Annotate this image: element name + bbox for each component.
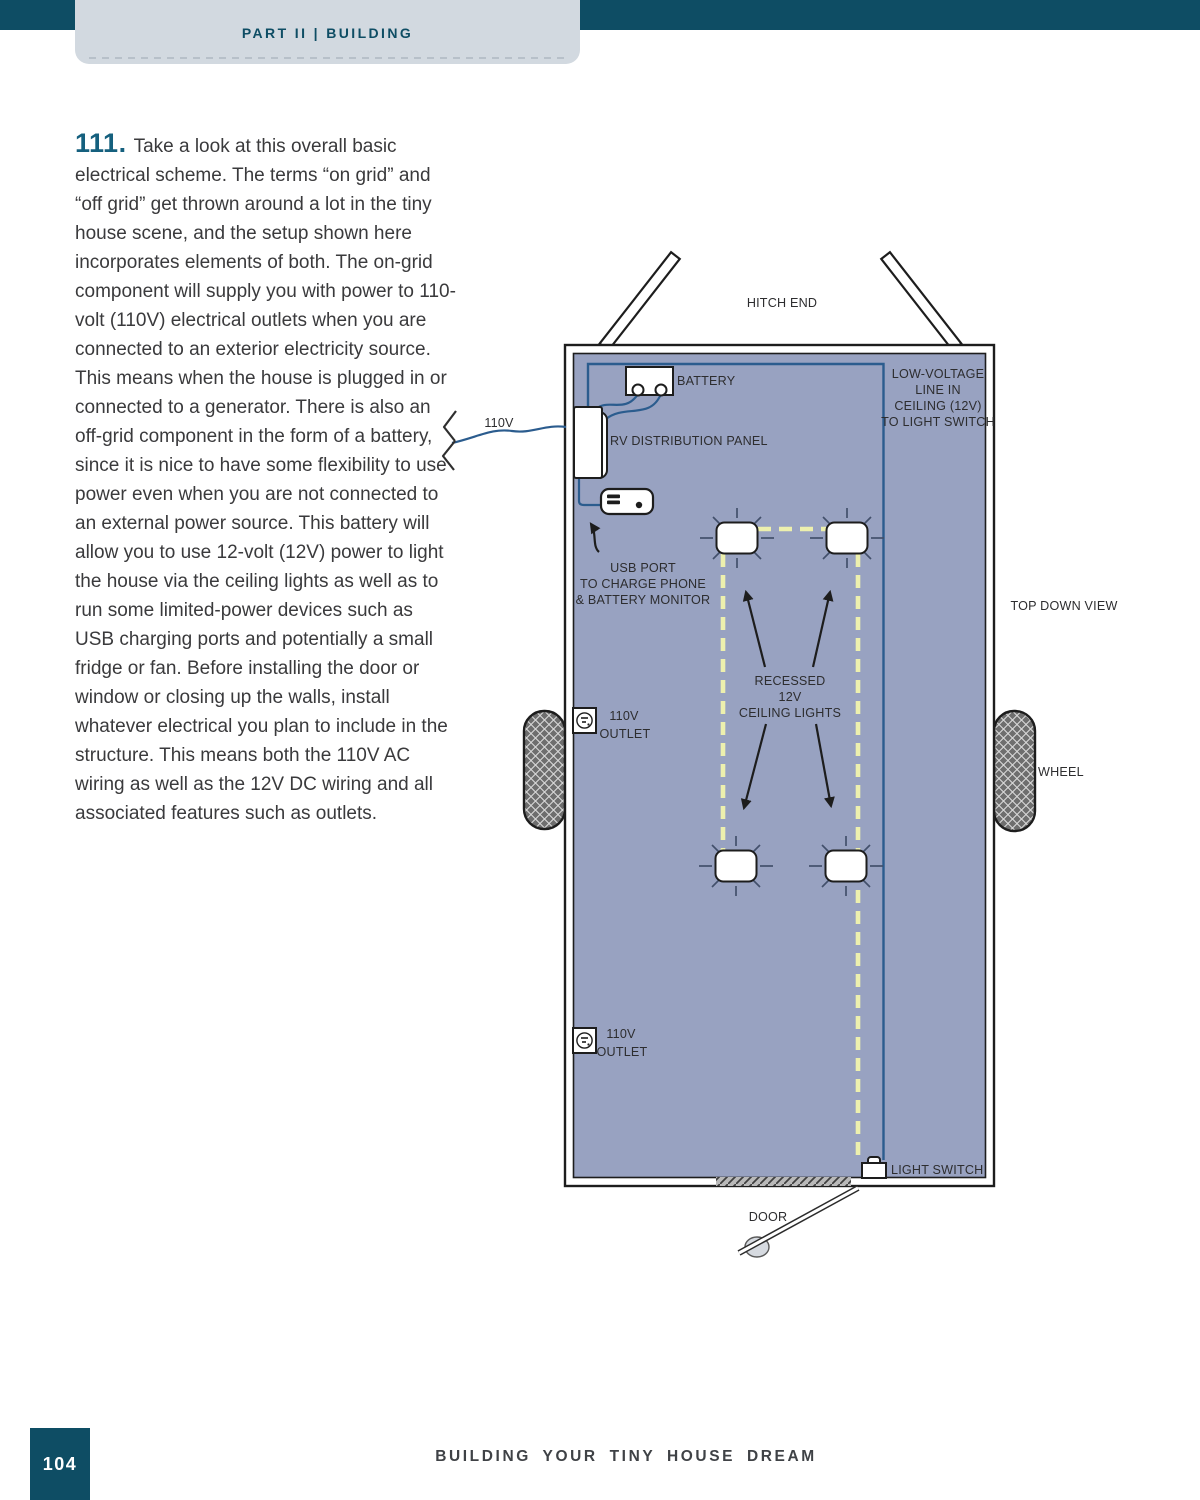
rv-distribution-panel-box [574,407,607,478]
low-voltage-line1: LOW-VOLTAGE [891,367,985,381]
book-title: BUILDING YOUR TINY HOUSE DREAM [435,1448,817,1465]
article-body-text: Take a look at this overall basic electrical scheme. The terms “on grid” and “off grid” get thrown around a lot in the tiny house scene, and the setup shown here incorporates elements of both. The on-grid component will supply you with power to 110-volt (110V) electrical outlets when you are connected to an exterior electricity source. This means when the house is plugged in or connected to a generator. There is also an off-grid component in the form of a battery, since it is nice to have some flexibility to use power even when you are not connected to an external power source. This battery will allow you to use 12-volt (12V) power to light the house via the ceiling lights as well as to run some limited-power devices such as USB charging ports and potentially a small fridge or fan. Before installing the door or window or closing up the walls, install whatever electrical you plan to include in the structure. This means both the 110V AC wiring as well as the 12V DC wiring and all associated features such as outlets. [75,136,456,824]
battery-box [626,367,673,396]
low-voltage-line4: TO LIGHT SWITCH [881,415,995,429]
door-opening-hatch [716,1177,851,1186]
label-light-switch: LIGHT SWITCH [891,1163,984,1177]
outlet-110v-bottom [573,1028,596,1053]
usb-note-line2: TO CHARGE PHONE [580,577,706,591]
label-supply-110v: 110V [484,416,514,430]
page-number-box [30,1428,90,1500]
recessed-line1: RECESSED [754,674,826,688]
tip-number: 111. [75,128,127,158]
outlet-bottom-line2: OUTLET [596,1045,648,1059]
electrical-scheme-diagram [430,230,1130,1300]
outlet-bottom-line1: 110V [606,1027,636,1041]
low-voltage-line3: CEILING (12V) [894,399,982,413]
outlet-110v-mid [573,708,596,733]
wire-break-icon [443,411,456,470]
part-banner [75,0,580,64]
usb-note-line3: & BATTERY MONITOR [575,593,711,607]
label-door: DOOR [748,1210,788,1224]
recessed-line2: 12V [778,690,802,704]
hitch-bar-left [600,252,680,350]
outlet-mid-line2: OUTLET [599,727,651,741]
label-battery: BATTERY [677,374,736,388]
part-banner-label: PART II | BUILDING [241,25,414,41]
hitch-bar-right [881,252,961,350]
low-voltage-line2: LINE IN [915,383,961,397]
outlet-mid-line1: 110V [609,709,639,723]
label-top-down-view: TOP DOWN VIEW [1010,599,1118,613]
wheel-right [994,711,1035,831]
usb-note-line1: USB PORT [610,561,676,575]
label-hitch-end: HITCH END [746,296,818,310]
article-paragraph [75,129,457,828]
label-rv-panel: RV DISTRIBUTION PANEL [610,434,768,448]
recessed-line3: CEILING LIGHTS [738,706,842,720]
usb-port-box [601,489,653,514]
wheel-left [524,711,565,829]
page-number: 104 [42,1453,78,1474]
label-wheel: WHEEL [1038,765,1084,779]
